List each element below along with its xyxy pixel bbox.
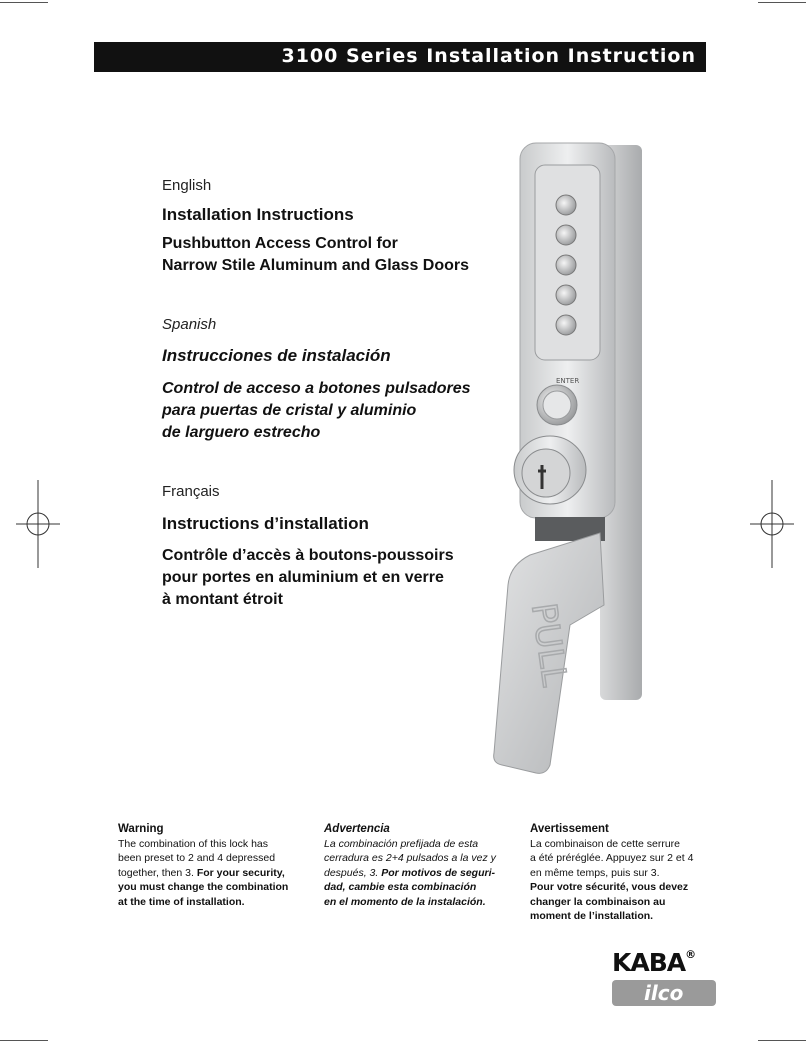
product-image-pushbutton-lock bbox=[480, 135, 660, 775]
warning-line: La combinación prefijada de esta bbox=[324, 837, 479, 850]
warning-bold: For your security, bbox=[196, 866, 285, 879]
warning-line: después, 3. bbox=[324, 866, 379, 879]
warning-line: together, then 3. bbox=[118, 866, 194, 879]
warning-bold: you must change the combination bbox=[118, 881, 289, 893]
header-bar bbox=[94, 42, 706, 72]
heading-english: Installation Instructions bbox=[162, 205, 354, 224]
warning-line: cerradura es 2+4 pulsados a la vez y bbox=[324, 852, 496, 864]
warning-english bbox=[118, 822, 318, 909]
warning-bold: dad, cambie esta combinación bbox=[324, 881, 477, 893]
crop-mark-bl bbox=[0, 1040, 48, 1041]
warning-bold: changer la combinaison au bbox=[530, 895, 666, 908]
pull-label: PULL bbox=[523, 600, 575, 689]
warning-french bbox=[530, 822, 730, 924]
registration-mark-left bbox=[16, 480, 60, 568]
warning-title: Advertencia bbox=[324, 823, 390, 835]
subtitle-line: para puertas de cristal y aluminio bbox=[162, 402, 417, 419]
kaba-ilco-logo bbox=[612, 948, 722, 1010]
warning-spanish bbox=[324, 822, 524, 909]
language-label-french: Français bbox=[162, 483, 220, 500]
subtitle-line: de larguero estrecho bbox=[162, 424, 321, 441]
subtitle-line: pour portes en aluminium et en verre bbox=[162, 569, 444, 586]
warning-line: been preset to 2 and 4 depressed bbox=[118, 852, 276, 864]
warning-line: La combinaison de cette serrure bbox=[530, 837, 680, 850]
warning-line: en même temps, puis sur 3. bbox=[530, 866, 660, 879]
subtitle-spanish bbox=[162, 378, 471, 444]
warning-bold: at the time of installation. bbox=[118, 895, 245, 908]
crop-mark-tr bbox=[758, 2, 806, 3]
heading-french: Instructions d’installation bbox=[162, 514, 369, 533]
warning-bold: Pour votre sécurité, vous devez bbox=[530, 881, 689, 893]
crop-mark-br bbox=[758, 1040, 806, 1041]
logo-brand-text: KABA bbox=[612, 948, 686, 977]
logo-brand bbox=[612, 948, 695, 977]
warning-bold: moment de l’installation. bbox=[530, 910, 654, 922]
registered-mark: ® bbox=[685, 948, 696, 961]
logo-sub-brand-bar bbox=[612, 980, 716, 1006]
subtitle-english bbox=[162, 233, 469, 277]
language-label-english: English bbox=[162, 177, 212, 194]
subtitle-line: à montant étroit bbox=[162, 591, 283, 608]
subtitle-line: Control de acceso a botones pulsadores bbox=[162, 380, 471, 397]
warning-title: Warning bbox=[118, 823, 164, 835]
logo-sub-brand: ilco bbox=[644, 981, 684, 1005]
language-label-spanish: Spanish bbox=[162, 316, 217, 333]
registration-mark-right bbox=[750, 480, 794, 568]
warning-line: a été préréglée. Appuyez sur 2 et 4 bbox=[530, 852, 694, 864]
subtitle-french bbox=[162, 545, 454, 611]
enter-label: ENTER bbox=[556, 377, 580, 385]
warning-bold: Por motivos de seguri- bbox=[381, 866, 495, 879]
warning-line: The combination of this lock has bbox=[118, 837, 268, 850]
crop-mark-tl bbox=[0, 2, 48, 3]
warning-bold: en el momento de la instalación. bbox=[324, 895, 486, 908]
warning-title: Avertissement bbox=[530, 823, 609, 835]
subtitle-line: Narrow Stile Aluminum and Glass Doors bbox=[162, 257, 470, 274]
page-title: 3100 Series Installation Instruction bbox=[281, 45, 696, 67]
heading-spanish: Instrucciones de instalación bbox=[162, 346, 391, 365]
subtitle-line: Contrôle d’accès à boutons-poussoirs bbox=[162, 547, 454, 564]
subtitle-line: Pushbutton Access Control for bbox=[162, 235, 398, 252]
